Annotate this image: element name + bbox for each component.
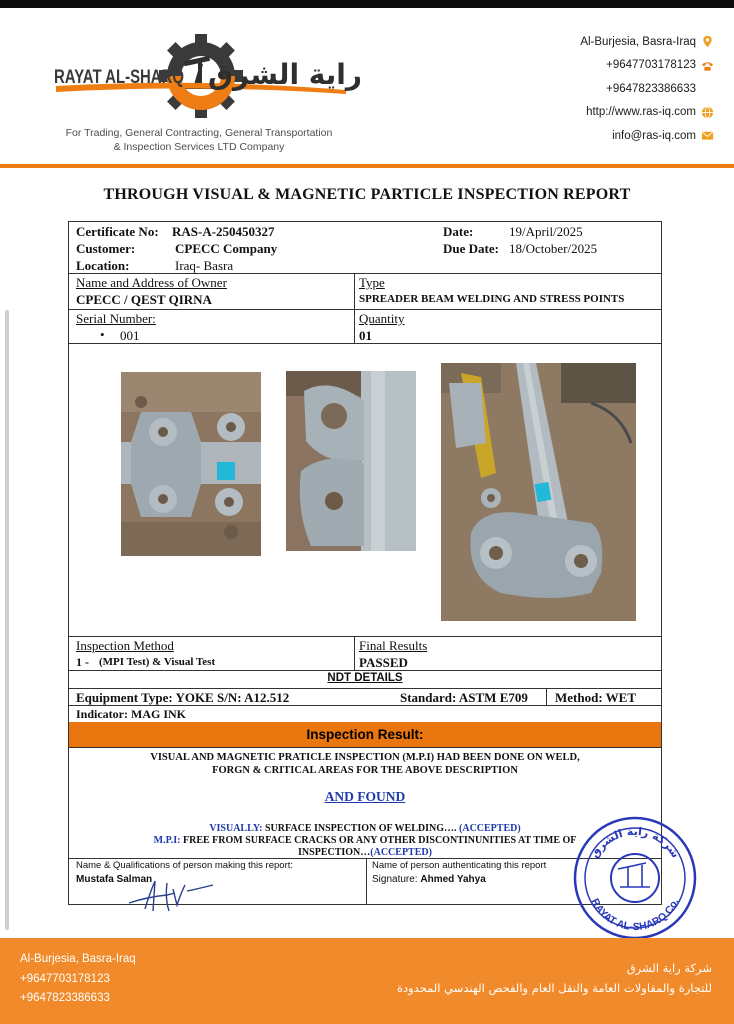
quantity-value: 01	[359, 328, 372, 343]
phone-2-text[interactable]: +9647823386633	[606, 82, 696, 95]
final-results-label: Final Results	[359, 638, 428, 653]
location-pin-icon	[701, 35, 714, 48]
contact-phone-1	[580, 54, 714, 78]
authenticator-label: Name of person authenticating this report	[372, 860, 547, 871]
svg-text:شركة راية الشرق	[588, 825, 682, 860]
visually-label: VISUALLY:	[209, 823, 263, 834]
location-value: Iraq- Basra	[175, 258, 234, 273]
inspector-name: Mustafa Salman	[76, 874, 153, 885]
contact-website	[580, 101, 714, 125]
top-bar	[0, 0, 734, 8]
result-description: VISUAL AND MAGNETIC PRATICLE INSPECTION (M.P.I) HAD BEEN DONE ON WELD, FORGN & CRITICAL AREAS FOR THE ABOVE DESCRIPTION	[150, 752, 580, 776]
quantity-label: Quantity	[359, 311, 405, 326]
mpi-label: M.P.I:	[153, 835, 181, 846]
tagline-line-2: & Inspection Services LTD Company	[113, 141, 285, 153]
final-results-value: PASSED	[359, 655, 408, 670]
inspection-photo-1	[121, 372, 261, 556]
equipment-type: Equipment Type: YOKE S/N: A12.512	[76, 690, 290, 705]
indicator: Indicator: MAG INK	[76, 707, 186, 721]
stamp-arabic-text: شركة راية الشرق	[587, 824, 683, 861]
inspection-method-number: 1 -	[76, 655, 89, 669]
certificate-value: RAS-A-250450327	[172, 224, 275, 239]
type-label: Type	[359, 275, 385, 290]
footer-contact	[20, 950, 136, 1009]
address-text: Al-Burjesia, Basra-Iraq	[580, 35, 696, 48]
logo-english-text: RAYAT AL-SHARQ	[54, 67, 184, 88]
ndt-details-heading: NDT DETAILS	[327, 672, 403, 684]
customer-label: Customer:	[76, 241, 136, 256]
mpi-text: FREE FROM SURFACE CRACKS OR ANY OTHER DISCONTINUNITIES AT TIME OF INSPECTION…	[180, 835, 577, 858]
inspector-label: Name & Qualifications of person making this report:	[76, 860, 294, 871]
serial-label: Serial Number:	[76, 311, 156, 326]
company-tagline	[46, 126, 352, 154]
footer-phone-1[interactable]: +9647703178123	[20, 972, 110, 985]
authenticator-line	[372, 874, 486, 885]
phone-1-text[interactable]: +9647703178123	[606, 59, 696, 72]
handwritten-signature	[127, 875, 217, 915]
page-footer	[0, 938, 734, 1024]
owner-label: Name and Address of Owner	[76, 275, 227, 290]
owner-value: CPECC / QEST QIRNA	[76, 292, 212, 307]
header-divider	[0, 164, 734, 168]
serial-value: 001	[120, 328, 140, 343]
stamp-english-text: RAYAT AL-SHARQ Co.	[588, 896, 682, 934]
date-value: 19/April/2025	[509, 224, 583, 239]
type-value: SPREADER BEAM WELDING AND STRESS POINTS	[359, 293, 625, 305]
email-text[interactable]: info@ras-iq.com	[612, 129, 696, 142]
due-date-value: 18/October/2025	[509, 241, 598, 256]
inspection-photo-2	[286, 371, 416, 551]
logo-arabic-text: راية الشرق	[207, 58, 362, 91]
phone-icon	[701, 59, 714, 72]
footer-services-ar: للتجارة والمقاولات العامة والنقل العام والفحص الهندسي المحدودة	[396, 981, 712, 995]
inspection-result-banner: Inspection Result:	[69, 722, 661, 747]
report-table	[68, 221, 662, 905]
footer-phone-2[interactable]: +9647823386633	[20, 992, 110, 1004]
date-label: Date:	[443, 224, 474, 239]
globe-icon	[701, 106, 714, 119]
visually-text: SURFACE INSPECTION OF WELDING….	[262, 823, 460, 834]
inspection-photo-3	[441, 363, 636, 621]
inspection-method-label: Inspection Method	[76, 638, 174, 653]
due-date-label: Due Date:	[443, 241, 499, 256]
company-logo	[46, 28, 366, 128]
website-text[interactable]: http://www.ras-iq.com	[586, 106, 696, 119]
footer-company-arabic	[397, 958, 712, 998]
report-title: THROUGH VISUAL & MAGNETIC PARTICLE INSPECTION REPORT	[103, 186, 631, 203]
serial-bullet: •	[100, 327, 105, 342]
certificate-label: Certificate No:	[76, 224, 159, 239]
location-label: Location:	[76, 258, 130, 273]
header-contact	[580, 30, 714, 148]
and-found-heading: AND FOUND	[324, 789, 406, 804]
envelope-icon	[701, 129, 714, 142]
footer-company-name-ar: شركة راية الشرق	[626, 961, 712, 975]
mpi-accepted: (ACCEPTED)	[370, 846, 432, 858]
footer-address: Al-Burjesia, Basra-Iraq	[20, 953, 136, 965]
inspection-method-value: (MPI Test) & Visual Test	[99, 656, 216, 668]
customer-value: CPECC Company	[175, 241, 278, 256]
signature-label: Signature:	[372, 874, 421, 885]
method: Method: WET	[555, 690, 637, 705]
tagline-line-1: For Trading, General Contracting, General Transportation	[65, 127, 333, 139]
standard: Standard: ASTM E709	[400, 690, 528, 705]
company-stamp	[570, 813, 700, 943]
scrollbar[interactable]	[5, 310, 9, 930]
contact-email	[580, 124, 714, 148]
authenticator-name: Ahmed Yahya	[420, 874, 486, 885]
visually-accepted: (ACCEPTED)	[459, 823, 521, 834]
contact-address	[580, 30, 714, 54]
contact-phone-2	[580, 77, 714, 101]
